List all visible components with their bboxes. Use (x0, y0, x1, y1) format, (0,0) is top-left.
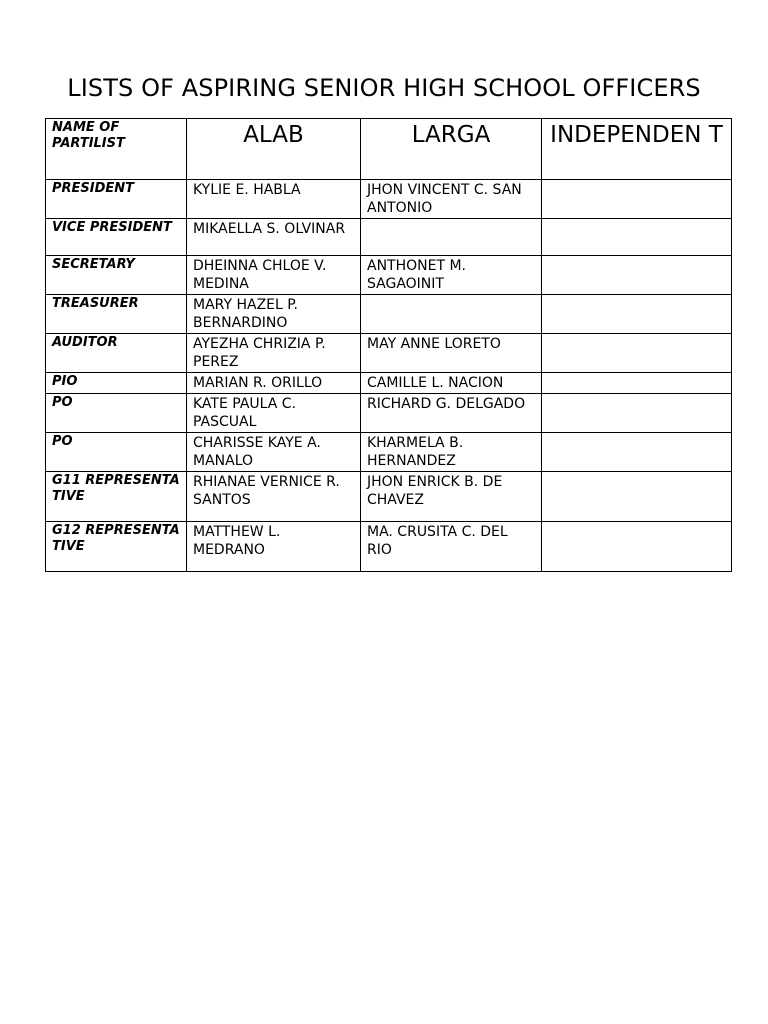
independent-candidate-cell (542, 472, 732, 522)
independent-candidate-cell (542, 394, 732, 433)
table-row (46, 472, 732, 522)
larga-candidate-cell: ANTHONET M. SAGAOINIT (361, 256, 542, 295)
alab-candidate-cell: DHEINNA CHLOE V. MEDINA (187, 256, 361, 295)
alab-candidate-cell: KYLIE E. HABLA (187, 180, 361, 219)
alab-candidate-cell: CHARISSE KAYE A. MANALO (187, 433, 361, 472)
table-row (46, 180, 732, 219)
table-row (46, 433, 732, 472)
independent-candidate-cell (542, 295, 732, 334)
larga-candidate-cell: KHARMELA B. HERNANDEZ (361, 433, 542, 472)
independent-candidate-cell (542, 219, 732, 256)
position-cell: PO (46, 394, 187, 433)
table-row (46, 373, 732, 394)
larga-candidate-cell: MA. CRUSITA C. DEL RIO (361, 522, 542, 572)
alab-candidate-cell: MATTHEW L. MEDRANO (187, 522, 361, 572)
table-row (46, 295, 732, 334)
alab-candidate-cell: AYEZHA CHRIZIA P. PEREZ (187, 334, 361, 373)
table-header-row (46, 119, 732, 180)
larga-candidate-cell (361, 219, 542, 256)
table-row (46, 219, 732, 256)
larga-candidate-cell: JHON ENRICK B. DE CHAVEZ (361, 472, 542, 522)
larga-candidate-cell: CAMILLE L. NACION (361, 373, 542, 394)
table-row (46, 394, 732, 433)
alab-candidate-cell: MARIAN R. ORILLO (187, 373, 361, 394)
alab-candidate-cell: MARY HAZEL P. BERNARDINO (187, 295, 361, 334)
independent-candidate-cell (542, 334, 732, 373)
table-row (46, 256, 732, 295)
table-row (46, 522, 732, 572)
header-alab: ALAB (187, 119, 361, 180)
position-cell: G11 REPRESENTATIVE (46, 472, 187, 522)
position-cell: AUDITOR (46, 334, 187, 373)
position-cell: G12 REPRESENTATIVE (46, 522, 187, 572)
alab-candidate-cell: RHIANAE VERNICE R. SANTOS (187, 472, 361, 522)
larga-candidate-cell: RICHARD G. DELGADO (361, 394, 542, 433)
independent-candidate-cell (542, 522, 732, 572)
independent-candidate-cell (542, 433, 732, 472)
position-cell: SECRETARY (46, 256, 187, 295)
header-name-of-partilist: NAME OF PARTILIST (46, 119, 187, 180)
header-independent: INDEPENDEN T (542, 119, 732, 180)
document-title: LISTS OF ASPIRING SENIOR HIGH SCHOOL OFFICERS (67, 74, 701, 102)
alab-candidate-cell: MIKAELLA S. OLVINAR (187, 219, 361, 256)
independent-candidate-cell (542, 256, 732, 295)
officers-table (45, 118, 732, 572)
position-cell: VICE PRESIDENT (46, 219, 187, 256)
header-larga: LARGA (361, 119, 542, 180)
position-cell: TREASURER (46, 295, 187, 334)
larga-candidate-cell (361, 295, 542, 334)
independent-candidate-cell (542, 180, 732, 219)
position-cell: PIO (46, 373, 187, 394)
larga-candidate-cell: JHON VINCENT C. SAN ANTONIO (361, 180, 542, 219)
position-cell: PRESIDENT (46, 180, 187, 219)
position-cell: PO (46, 433, 187, 472)
alab-candidate-cell: KATE PAULA C. PASCUAL (187, 394, 361, 433)
independent-candidate-cell (542, 373, 732, 394)
larga-candidate-cell: MAY ANNE LORETO (361, 334, 542, 373)
table-row (46, 334, 732, 373)
